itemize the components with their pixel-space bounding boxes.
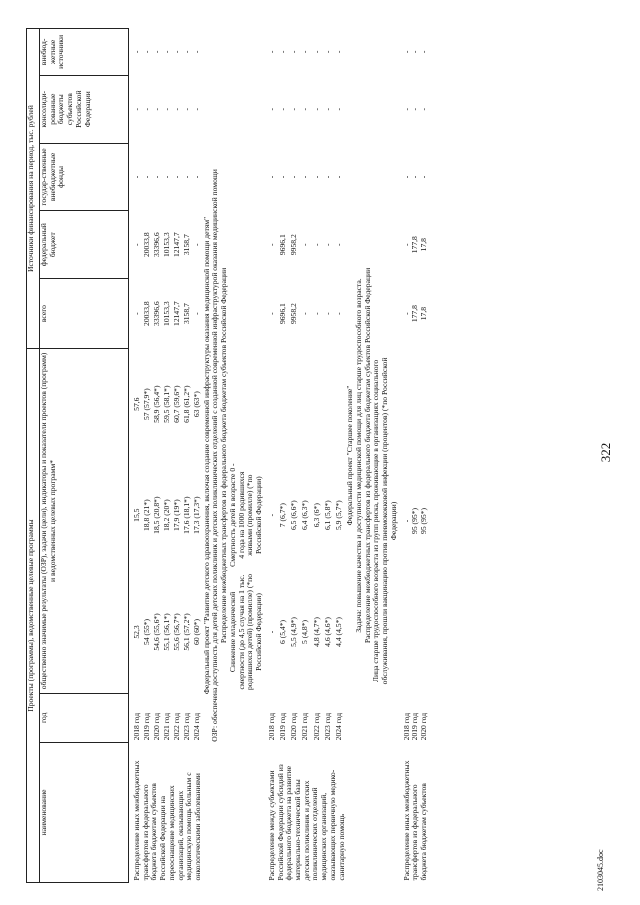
extra-cell: - bbox=[132, 50, 141, 54]
indicator-cell: 18,8 (21*) bbox=[141, 499, 151, 531]
extra-cell: - bbox=[300, 50, 310, 54]
indicator-cell: 6 (5,4*) bbox=[277, 619, 287, 644]
indicator-cell: 6,1 (5,8*) bbox=[322, 500, 332, 531]
indicator-cell: 56,1 (57,2*) bbox=[181, 613, 191, 651]
indicator-cell: 4,8 (4,7*) bbox=[311, 617, 321, 647]
row-name-block3: Распределение иных межбюджетных трансфертов из федерального бюджета бюджетам субъектов bbox=[401, 760, 428, 881]
federal-cell: - bbox=[300, 243, 310, 246]
year-cell: 2020 год bbox=[419, 712, 428, 741]
indicator-cell: - bbox=[401, 519, 411, 523]
federal-cell: - bbox=[401, 243, 411, 246]
header-consolidated: консолиди-рованные бюджеты субъектов Российской Федерации bbox=[40, 75, 129, 143]
total-cell: 3158,7 bbox=[181, 303, 191, 325]
section-project-title: Федеральный проект "Развитие детского здравоохранения, включая создание современной инфраструктуры оказания медицинской помощи детям" bbox=[201, 216, 211, 695]
indicator-header-row bbox=[229, 29, 264, 883]
extra-cell: - bbox=[151, 50, 161, 54]
state-funds-cell: - bbox=[300, 175, 310, 179]
consolidated-cell: - bbox=[132, 107, 141, 111]
state-funds-cell: - bbox=[141, 175, 151, 179]
state-funds-cell: - bbox=[334, 175, 343, 179]
federal-cell: 17,8 bbox=[419, 238, 428, 252]
row-name-block1: Распределение иных межбюджетных трансфертов из федерального бюджета бюджетам субъектов Российской Федерации на переоснащение медицинских организаций, оказывающих медицинскую помощь больным с онкологическими заболеваниями bbox=[132, 760, 203, 881]
federal-cell: 3158,7 bbox=[181, 234, 191, 256]
section-row bbox=[220, 29, 229, 883]
year-cell: 2018 год bbox=[132, 712, 141, 741]
federal-cell: - bbox=[132, 243, 141, 246]
table-row bbox=[133, 29, 143, 883]
indicator-cell: - bbox=[266, 513, 276, 517]
extra-cell: - bbox=[410, 50, 420, 54]
extra-cell: - bbox=[141, 50, 151, 54]
state-funds-cell: - bbox=[410, 175, 420, 179]
section-ozr: ОЗР: обеспечена доступность для детей детских поликлиник и детских поликлинических отделений с созданной современной инфраструктурой оказания медицинской помощи bbox=[210, 169, 220, 742]
table-row bbox=[268, 29, 279, 883]
section-task: Задача: повышение качества и доступности медицинской помощи для лиц старше трудоспособного возраста. bbox=[353, 278, 363, 633]
indicator-cell: 55,1 (56,1*) bbox=[161, 613, 171, 651]
total-cell: 12147,7 bbox=[171, 301, 181, 326]
state-funds-cell: - bbox=[311, 175, 321, 179]
year-cell: 2019 год bbox=[410, 712, 420, 741]
header-total: всего bbox=[40, 279, 129, 349]
indicator-header-infant-mortality: Снижение младенческой смертности (до 4,5 случая на 1 тыс. родившихся детей) (промилле) (*по Российской Федерации) bbox=[227, 573, 264, 690]
total-cell: 177,8 bbox=[410, 305, 420, 323]
consolidated-cell: - bbox=[419, 107, 428, 111]
page-number: 322 bbox=[598, 442, 613, 463]
year-cell: 2019 год bbox=[277, 712, 287, 741]
indicator-cell: - bbox=[266, 630, 276, 634]
state-funds-cell: - bbox=[132, 175, 141, 179]
table-row bbox=[403, 29, 412, 883]
state-funds-cell: - bbox=[289, 175, 299, 179]
extra-cell: - bbox=[419, 50, 428, 54]
total-cell: - bbox=[401, 312, 411, 315]
indicator-cell: 7 (6,7*) bbox=[277, 503, 287, 528]
federal-cell: - bbox=[191, 243, 201, 246]
total-cell: - bbox=[322, 312, 332, 315]
federal-cell: 33396,6 bbox=[151, 232, 161, 258]
federal-cell: 12147,7 bbox=[171, 232, 181, 258]
section-project-title: Федеральный проект "Старшее поколение" bbox=[345, 385, 355, 526]
year-cell: 2024 год bbox=[334, 712, 343, 741]
federal-cell: 10153,3 bbox=[161, 232, 171, 258]
state-funds-cell: - bbox=[161, 175, 171, 179]
indicator-cell: 6,3 (6*) bbox=[311, 503, 321, 528]
year-cell: 2021 год bbox=[300, 712, 310, 741]
federal-cell: 20033,8 bbox=[141, 232, 151, 258]
federal-cell: - bbox=[322, 243, 332, 246]
extra-cell: - bbox=[311, 50, 321, 54]
state-funds-cell: - bbox=[151, 175, 161, 179]
header-year: год bbox=[40, 693, 129, 742]
indicator-cell: 54,6 (55,6*) bbox=[151, 613, 161, 651]
indicator-cell: 57,6 bbox=[132, 397, 141, 411]
consolidated-cell: - bbox=[311, 107, 321, 111]
consolidated-cell: - bbox=[401, 107, 411, 111]
financing-table bbox=[26, 28, 429, 883]
year-cell: 2023 год bbox=[322, 712, 332, 741]
extra-cell: - bbox=[334, 50, 343, 54]
year-cell: 2023 год bbox=[181, 712, 191, 741]
consolidated-cell: - bbox=[289, 107, 299, 111]
year-cell: 2018 год bbox=[266, 712, 276, 741]
indicator-header-child-mortality: Смертность детей в возрасте 0 - 4 года на 1000 родившихся живыми (промилле) (*по Российской Федерации) bbox=[227, 463, 264, 567]
extra-cell: - bbox=[171, 50, 181, 54]
indicator-cell: 58,9 (56,4*) bbox=[151, 385, 161, 423]
extra-cell: - bbox=[266, 50, 276, 54]
section-distribution: Распределение межбюджетных трансфертов из федерального бюджета бюджетам субъектов Российской Федерации bbox=[362, 267, 372, 644]
state-funds-cell: - bbox=[191, 175, 201, 179]
indicator-cell: 60 (60*) bbox=[191, 618, 201, 645]
year-cell: 2020 год bbox=[151, 712, 161, 741]
consolidated-cell: - bbox=[151, 107, 161, 111]
year-cell: 2022 год bbox=[171, 712, 181, 741]
header-federal: федеральный бюджет bbox=[40, 211, 129, 279]
extra-cell: - bbox=[191, 50, 201, 54]
header-name: наименование bbox=[40, 742, 129, 882]
consolidated-cell: - bbox=[266, 107, 276, 111]
total-cell: - bbox=[334, 312, 343, 315]
federal-cell: 9696,1 bbox=[277, 234, 287, 256]
indicator-cell: 54 (55*) bbox=[141, 618, 151, 645]
indicator-header-vaccination: Лица старше трудоспособного возраста из групп риска, проживающие в организациях социального обслуживания, прошли вакцинацию против пневмококковой инфекции (процентов) (*по Российской Федерации) bbox=[371, 357, 398, 685]
consolidated-cell: - bbox=[181, 107, 191, 111]
section-distribution: Распределение межбюджетных трансфертов из федерального бюджета бюджетам субъектов Российской Федерации bbox=[219, 267, 229, 644]
indicator-cell: 5,9 (5,7*) bbox=[334, 500, 343, 531]
total-cell: - bbox=[311, 312, 321, 315]
footer-filename: 2103045.doc bbox=[596, 849, 605, 891]
year-cell: 2020 год bbox=[289, 712, 299, 741]
consolidated-cell: - bbox=[300, 107, 310, 111]
indicator-cell: 4,4 (4,5*) bbox=[334, 617, 343, 647]
indicator-cell: 18,2 (20*) bbox=[161, 499, 171, 531]
header-group-row bbox=[27, 29, 40, 883]
federal-cell: - bbox=[334, 243, 343, 246]
indicator-cell: 55,6 (56,7*) bbox=[171, 613, 181, 651]
indicator-cell: 17,9 (19*) bbox=[171, 499, 181, 531]
indicator-cell: 59,5 (58,1*) bbox=[161, 385, 171, 423]
state-funds-cell: - bbox=[401, 175, 411, 179]
indicator-cell: 60,7 (59,6*) bbox=[171, 385, 181, 423]
state-funds-cell: - bbox=[277, 175, 287, 179]
state-funds-cell: - bbox=[181, 175, 191, 179]
header-columns-row bbox=[40, 29, 129, 883]
indicator-cell: 17,3 (17,3*) bbox=[191, 496, 201, 534]
federal-cell: - bbox=[311, 243, 321, 246]
header-financing: Источники финансирования на период, тыс. рублей bbox=[27, 29, 40, 349]
extra-cell: - bbox=[181, 50, 191, 54]
indicator-cell: 6,5 (6,6*) bbox=[289, 500, 299, 531]
federal-cell: - bbox=[266, 243, 276, 246]
indicator-cell: 95 (95*) bbox=[410, 507, 420, 534]
extra-cell: - bbox=[289, 50, 299, 54]
total-cell: - bbox=[300, 312, 310, 315]
total-cell: - bbox=[132, 312, 141, 315]
total-cell: 33396,6 bbox=[151, 301, 161, 326]
indicator-cell: 18,5 (20,8*) bbox=[151, 496, 161, 534]
indicator-cell: 61,8 (61,2*) bbox=[181, 385, 191, 423]
year-cell: 2024 год bbox=[191, 712, 201, 741]
year-cell: 2018 год bbox=[401, 712, 411, 741]
extra-cell: - bbox=[161, 50, 171, 54]
indicator-cell: 57 (57,9*) bbox=[141, 388, 151, 420]
federal-cell: 177,8 bbox=[410, 236, 420, 254]
state-funds-cell: - bbox=[266, 175, 276, 179]
state-funds-cell: - bbox=[171, 175, 181, 179]
header-indicators: общественно значимые результаты (ОЗР), задачи (цели), индикаторы и показатели проектов (программ) и ведомственных целевых программ* bbox=[40, 349, 129, 694]
indicator-header-row bbox=[372, 29, 398, 883]
total-cell: 17,8 bbox=[419, 306, 428, 321]
state-funds-cell: - bbox=[322, 175, 332, 179]
indicator-cell: 6,4 (6,3*) bbox=[300, 500, 310, 531]
indicator-cell: 15,5 bbox=[132, 508, 141, 522]
indicator-cell: 63 (63*) bbox=[191, 391, 201, 418]
total-cell: 20033,8 bbox=[141, 301, 151, 326]
consolidated-cell: - bbox=[161, 107, 171, 111]
extra-cell: - bbox=[322, 50, 332, 54]
consolidated-cell: - bbox=[171, 107, 181, 111]
header-projects: Проекты (программы), ведомственные целевые программы bbox=[27, 349, 40, 883]
year-cell: 2021 год bbox=[161, 712, 171, 741]
total-cell: 9958,2 bbox=[289, 303, 299, 325]
indicator-cell: 52,3 bbox=[132, 625, 141, 639]
consolidated-cell: - bbox=[322, 107, 332, 111]
indicator-cell: 5 (4,8*) bbox=[300, 619, 310, 644]
consolidated-cell: - bbox=[410, 107, 420, 111]
total-cell: 9696,1 bbox=[277, 303, 287, 325]
indicator-cell: 17,6 (18,1*) bbox=[181, 496, 191, 534]
consolidated-cell: - bbox=[334, 107, 343, 111]
header-state-funds: государ-ственные внебюджетные фонды bbox=[40, 143, 129, 211]
indicator-cell: 5,5 (4,9*) bbox=[289, 617, 299, 647]
indicator-cell: 4,6 (4,6*) bbox=[322, 617, 332, 647]
extra-cell: - bbox=[277, 50, 287, 54]
total-cell: 10153,3 bbox=[161, 301, 171, 326]
total-cell: - bbox=[191, 312, 201, 315]
year-cell: 2019 год bbox=[141, 712, 151, 741]
header-extra: внебюд-жетные источники bbox=[40, 29, 129, 76]
indicator-cell: 95 (95*) bbox=[419, 507, 428, 534]
year-cell: 2022 год bbox=[311, 712, 321, 741]
row-name-block2: Распределение между субъектами Российской Федерации субсидий из федерального бюджета на развитие материально-технической базы детских поликлиник и детских поликлинических отделений медицинских организаций, оказывающих первичную медико- санитарную помощь bbox=[266, 764, 346, 881]
federal-cell: 9958,2 bbox=[289, 234, 299, 256]
total-cell: - bbox=[266, 312, 276, 315]
extra-cell: - bbox=[401, 50, 411, 54]
consolidated-cell: - bbox=[141, 107, 151, 111]
consolidated-cell: - bbox=[191, 107, 201, 111]
consolidated-cell: - bbox=[277, 107, 287, 111]
state-funds-cell: - bbox=[419, 175, 428, 179]
